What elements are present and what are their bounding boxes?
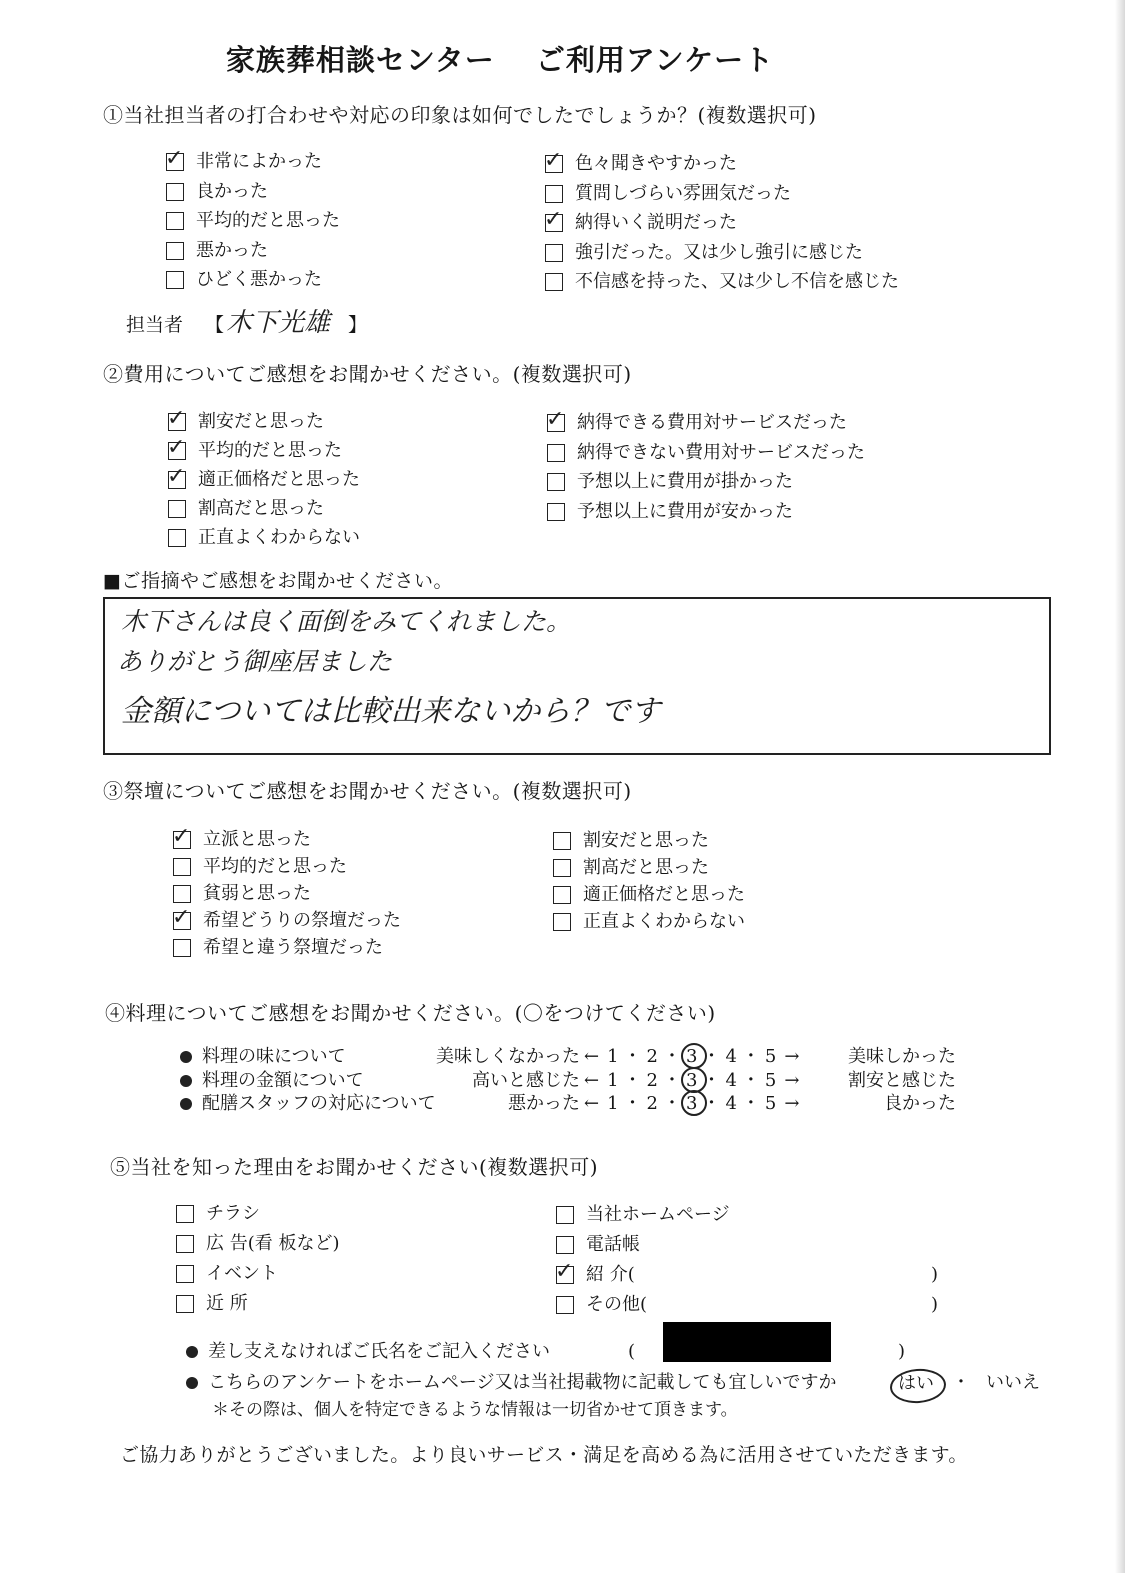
checkbox-checked[interactable] <box>555 1259 574 1284</box>
right-arrow-icon: → <box>784 1046 800 1067</box>
check-mark-icon: ✓ <box>167 406 186 431</box>
scale-separator: ・ <box>623 1046 642 1067</box>
checkbox[interactable] <box>168 529 186 547</box>
checkbox-checked[interactable] <box>546 407 565 432</box>
scale-option[interactable]: 1 <box>607 1093 619 1114</box>
q4-scale <box>584 1048 799 1066</box>
checkbox[interactable] <box>553 913 571 931</box>
option-label: ひどく悪かった <box>196 269 322 290</box>
option-row <box>545 241 863 263</box>
option-row <box>173 858 347 876</box>
q2-title: ②費用についてご感想をお聞かせください。(複数選択可) <box>103 362 632 386</box>
option-row <box>176 1205 260 1223</box>
checkbox[interactable] <box>545 244 563 262</box>
checkbox[interactable] <box>545 185 563 203</box>
option-label: 紹 介( <box>586 1264 635 1285</box>
scale-separator: ・ <box>623 1093 642 1114</box>
checkbox[interactable] <box>553 832 571 850</box>
checkbox-checked[interactable] <box>172 905 191 930</box>
scale-option[interactable]: 2 <box>646 1069 658 1091</box>
option-row <box>166 271 322 289</box>
q1-title: ①当社担当者の打合わせや対応の印象は如何でしたでしょうか？(複数選択可) <box>103 103 817 127</box>
option-label: 割高だと思った <box>198 498 324 519</box>
check-mark-icon: ✓ <box>167 464 186 489</box>
option-row <box>167 435 342 461</box>
check-mark-icon: ✓ <box>172 824 191 849</box>
privacy-note: ＊その際は、個人を特定できるような情報は一切省かせて頂きます。 <box>212 1400 738 1420</box>
option-label: 不信感を持った、又は少し不信を感じた <box>575 271 899 292</box>
checkbox-checked[interactable] <box>544 148 563 173</box>
option-label: 納得できる費用対サービスだった <box>577 412 847 433</box>
left-arrow-icon: ← <box>584 1093 600 1114</box>
checkbox-checked[interactable] <box>167 464 186 489</box>
option-row <box>172 905 401 931</box>
scale-option-selected[interactable]: 3 <box>686 1069 698 1091</box>
bullet-icon <box>180 1051 192 1063</box>
checkbox[interactable] <box>166 183 184 201</box>
name-paren-open: ( <box>628 1341 636 1362</box>
scale-separator: ・ <box>623 1069 642 1091</box>
checkbox[interactable] <box>166 242 184 260</box>
staff-bracket-open: 【 <box>205 314 225 336</box>
name-prompt-row <box>186 1343 550 1361</box>
option-row <box>166 212 340 230</box>
option-label: 希望どうりの祭壇だった <box>203 910 401 931</box>
publish-prompt: こちらのアンケートをホームページ又は当社掲載物に記載しても宜しいですか <box>208 1372 837 1393</box>
option-paren-close: ) <box>931 1264 939 1285</box>
checkbox-checked[interactable] <box>172 824 191 849</box>
option-label: 予想以上に費用が安かった <box>577 500 793 522</box>
option-row <box>547 500 793 522</box>
checkbox[interactable] <box>166 271 184 289</box>
q4-low-label: 悪かった <box>508 1093 580 1114</box>
scale-option[interactable]: 2 <box>646 1046 658 1067</box>
checkbox[interactable] <box>176 1205 194 1223</box>
option-label: 正直よくわからない <box>583 911 745 932</box>
comment-line-2: ありがとう御座居ました <box>117 647 393 676</box>
option-row <box>168 529 360 547</box>
scale-separator: ・ <box>702 1046 721 1067</box>
comments-box <box>103 597 1051 755</box>
checkbox[interactable] <box>547 473 565 491</box>
q4-high-label: 美味しかった <box>848 1046 956 1067</box>
scale-option-selected[interactable]: 3 <box>686 1093 698 1114</box>
left-arrow-icon: ← <box>584 1046 600 1067</box>
redacted-name-field <box>663 1322 831 1362</box>
option-row <box>176 1265 278 1283</box>
bullet-icon <box>180 1075 192 1087</box>
checkbox[interactable] <box>553 859 571 877</box>
checkbox-checked[interactable] <box>167 406 186 431</box>
staff-bracket-close: 】 <box>348 314 368 336</box>
option-row <box>553 832 709 850</box>
option-label: イベント <box>206 1263 278 1284</box>
checkbox[interactable] <box>547 444 565 462</box>
option-label: チラシ <box>206 1203 260 1224</box>
checkbox[interactable] <box>173 858 191 876</box>
option-label: 電話帳 <box>586 1234 640 1255</box>
checkbox[interactable] <box>168 500 186 518</box>
option-label: 適正価格だと思った <box>198 469 360 490</box>
option-paren-close: ) <box>931 1294 939 1315</box>
scale-separator: ・ <box>702 1093 721 1114</box>
q4-row-label <box>180 1095 436 1113</box>
check-mark-icon: ✓ <box>167 435 186 460</box>
option-row <box>544 207 737 233</box>
publish-separator: ・ <box>952 1372 970 1393</box>
scale-option[interactable]: 2 <box>646 1093 658 1114</box>
q4-low-label: 高いと感じた <box>472 1069 580 1091</box>
bullet-icon <box>186 1346 198 1358</box>
check-mark-icon: ✓ <box>172 905 191 930</box>
option-row <box>165 146 322 172</box>
name-prompt: 差し支えなければご氏名をご記入ください <box>208 1341 550 1362</box>
staff-label: 担当者 <box>126 314 184 336</box>
option-row <box>168 500 324 518</box>
q3-title: ③祭壇についてご感想をお聞かせください。(複数選択可) <box>103 779 632 803</box>
checkbox[interactable] <box>545 273 563 291</box>
checkbox[interactable] <box>553 886 571 904</box>
option-row <box>553 886 745 904</box>
publish-prompt-row <box>186 1374 837 1392</box>
option-label: 割安だと思った <box>583 830 709 851</box>
checkbox[interactable] <box>173 885 191 903</box>
option-row <box>555 1259 635 1285</box>
option-row <box>547 473 793 491</box>
checkbox[interactable] <box>176 1265 194 1283</box>
check-mark-icon: ✓ <box>165 146 184 171</box>
option-row <box>167 464 360 490</box>
scale-separator: ・ <box>702 1069 721 1091</box>
option-label: 広 告(看 板など) <box>206 1233 340 1254</box>
checkbox[interactable] <box>176 1295 194 1313</box>
right-arrow-icon: → <box>784 1093 800 1114</box>
option-row <box>176 1295 248 1313</box>
scale-separator: ・ <box>741 1046 760 1067</box>
q4-scale <box>584 1069 800 1091</box>
scale-option[interactable]: 1 <box>607 1046 619 1067</box>
q4-scale <box>584 1095 799 1113</box>
option-label: 良かった <box>196 180 268 202</box>
right-arrow-icon: → <box>784 1069 800 1091</box>
q4-row-label <box>180 1069 364 1091</box>
survey-title: 家族葬相談センター ご利用アンケート <box>225 43 775 77</box>
option-row <box>166 180 268 202</box>
scale-option[interactable]: 4 <box>725 1046 737 1067</box>
scale-separator: ・ <box>741 1093 760 1114</box>
scale-option[interactable]: 5 <box>764 1069 777 1091</box>
publish-yes-circled: はい <box>898 1373 934 1394</box>
check-mark-icon: ✓ <box>546 407 565 432</box>
checkbox[interactable] <box>556 1206 574 1224</box>
q4-row-label <box>180 1048 346 1066</box>
option-row <box>547 441 865 463</box>
comments-title: ■ご指摘やご感想をお聞かせください。 <box>103 570 453 592</box>
check-mark-icon: ✓ <box>544 148 563 173</box>
scale-option[interactable]: 5 <box>764 1093 777 1114</box>
option-row <box>556 1236 640 1254</box>
option-label: 非常によかった <box>196 151 322 172</box>
scale-option-selected[interactable]: 3 <box>686 1046 698 1067</box>
option-label: 強引だった。又は少し強引に感じた <box>575 241 863 263</box>
option-label: 平均的だと思った <box>196 210 340 231</box>
option-row <box>556 1296 647 1314</box>
option-row <box>167 406 324 432</box>
checkbox[interactable] <box>173 939 191 957</box>
q5-title: ⑤当社を知った理由をお聞かせください(複数選択可) <box>110 1155 599 1179</box>
bullet-icon <box>186 1377 198 1389</box>
staff-name: 木下光雄 <box>226 308 331 338</box>
q4-high-label: 割安と感じた <box>848 1069 956 1091</box>
option-row <box>545 182 791 204</box>
publish-no: いいえ <box>986 1372 1040 1393</box>
scale-separator: ・ <box>663 1069 681 1091</box>
scale-separator: ・ <box>663 1093 681 1114</box>
option-label: 当社ホームページ <box>586 1204 730 1225</box>
checkbox[interactable] <box>547 503 565 521</box>
scale-separator: ・ <box>663 1046 681 1067</box>
checkbox[interactable] <box>176 1235 194 1253</box>
scale-separator: ・ <box>741 1069 760 1091</box>
scan-edge-shadow <box>1115 0 1125 1573</box>
left-arrow-icon: ← <box>584 1069 600 1091</box>
option-row <box>166 239 268 261</box>
option-label: 色々聞きやすかった <box>575 153 737 174</box>
checkbox-checked[interactable] <box>167 435 186 460</box>
option-label: 悪かった <box>196 239 268 261</box>
option-label: 納得できない費用対サービスだった <box>577 441 865 463</box>
option-row <box>173 939 383 957</box>
option-label: 希望と違う祭壇だった <box>203 937 383 958</box>
scale-option[interactable]: 4 <box>725 1093 737 1114</box>
scale-option[interactable]: 5 <box>764 1046 777 1067</box>
q4-title: ④料理についてご感想をお聞かせください。(〇をつけてください) <box>105 1001 716 1025</box>
check-mark-icon: ✓ <box>544 207 563 232</box>
option-row <box>553 913 745 931</box>
comment-line-1: 木下さんは良く面倒をみてくれました。 <box>121 607 572 636</box>
option-label: 適正価格だと思った <box>583 884 745 905</box>
q4-low-label: 美味しくなかった <box>436 1046 580 1067</box>
option-label: 貧弱と思った <box>203 883 311 904</box>
option-label: 質問しづらい雰囲気だった <box>575 182 791 204</box>
checkbox[interactable] <box>556 1236 574 1254</box>
option-label: 立派と思った <box>203 829 311 850</box>
option-row <box>176 1235 340 1253</box>
checkbox[interactable] <box>166 212 184 230</box>
option-label: 正直よくわからない <box>198 527 360 548</box>
option-label: 納得いく説明だった <box>575 212 737 233</box>
option-row <box>173 885 311 903</box>
q4-high-label: 良かった <box>884 1093 956 1114</box>
option-label: 平均的だと思った <box>198 440 342 461</box>
name-paren-close: ) <box>898 1341 906 1362</box>
option-row <box>553 859 709 877</box>
checkbox-checked[interactable] <box>165 146 184 171</box>
option-label: 割安だと思った <box>198 411 324 432</box>
comment-line-3: 金額については比較出来ないから？です <box>121 694 661 729</box>
option-label: 平均的だと思った <box>203 856 347 877</box>
bullet-icon <box>180 1098 192 1110</box>
q4-label-text: 配膳スタッフの対応について <box>202 1093 436 1114</box>
option-label: その他( <box>586 1294 648 1315</box>
check-mark-icon: ✓ <box>555 1259 574 1284</box>
option-row <box>544 148 737 174</box>
option-label: 近 所 <box>206 1293 248 1314</box>
option-label: 予想以上に費用が掛かった <box>577 471 793 492</box>
checkbox-checked[interactable] <box>544 207 563 232</box>
option-row <box>546 407 847 433</box>
option-row <box>556 1206 730 1224</box>
option-label: 割高だと思った <box>583 857 709 878</box>
option-row <box>172 824 311 850</box>
scale-option[interactable]: 4 <box>725 1069 737 1091</box>
q4-label-text: 料理の味について <box>202 1046 346 1067</box>
thanks-message: ご協力ありがとうございました。より良いサービス・満足を高める為に活用させていただきます。 <box>120 1444 968 1466</box>
q4-label-text: 料理の金額について <box>202 1069 364 1091</box>
option-row <box>545 273 899 291</box>
checkbox[interactable] <box>556 1296 574 1314</box>
scale-option[interactable]: 1 <box>607 1069 619 1091</box>
